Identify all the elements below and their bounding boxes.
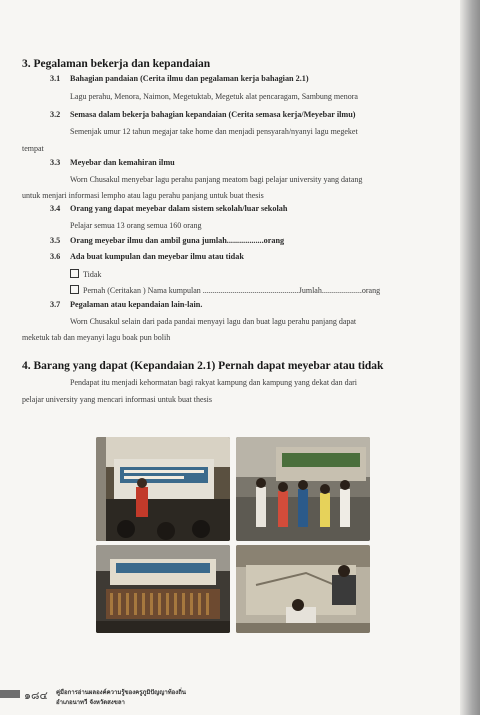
section4-heading: 4. Barang yang dapat (Kepandaian 2.1) Pernah dapat meyebar atau tidak	[22, 360, 384, 372]
item-3-4-number: 3.4	[50, 204, 61, 213]
page-edge-shadow	[460, 0, 480, 715]
option-tidak-label: Tidak	[83, 270, 102, 279]
item-3-3-title: Meyebar dan kemahiran ilmu	[70, 158, 175, 167]
option-pernah-label: Pernah (Ceritakan ) Nama kumpulan ................................................Jumlah....................orang	[83, 286, 381, 295]
checkbox-pernah[interactable]	[70, 285, 79, 294]
item-3-2-text-cont: tempat	[22, 144, 44, 153]
item-3-3-number: 3.3	[50, 158, 61, 167]
item-3-3-text: Worn Chusakul menyebar lagu perahu panjang meatom bagi pelajar university yang datang	[70, 175, 363, 184]
item-3-5-number: 3.5	[50, 236, 61, 245]
photo-performance-stage	[96, 437, 230, 541]
item-3-3-text-cont: untuk menjari informasi lempho atau lagu perahu panjang untuk buat thesis	[22, 191, 264, 200]
item-3-7-number: 3.7	[50, 300, 61, 309]
section4-text: Pendapat itu menjadi kehormatan bagi rakyat kampung dan kampung yang dekat dan dari	[70, 378, 358, 387]
section3-heading: 3. Pegalaman bekerja dan kepandaian	[22, 58, 211, 70]
photo-group-audience	[236, 437, 370, 541]
option-pernah	[70, 285, 380, 295]
footer-line-2: อำเภอนาทวี จังหวัดสงขลา	[56, 699, 125, 706]
footer-bar	[0, 690, 20, 698]
checkbox-tidak[interactable]	[70, 269, 79, 278]
item-3-7-text: Worn Chusakul selain dari pada pandai menyayi lagu dan buat lagu perahu panjang dapat	[70, 317, 357, 326]
item-3-5-title: Orang meyebar ilmu dan ambil guna jumlah..................orang	[70, 236, 285, 245]
page-number: ๑๘๔	[24, 689, 48, 702]
item-3-1-number: 3.1	[50, 74, 61, 83]
section4-text-cont: pelajar university yang mencari informasi untuk buat thesis	[22, 395, 212, 404]
footer-line-1: คู่มือการอ่านผลองค์ความรู้ของครูภูมิปัญญาท้องถิ่น	[56, 689, 186, 696]
item-3-2-title: Semasa dalam bekerja bahagian kepandaian (Cerita semasa kerja/Meyebar ilmu)	[70, 110, 356, 119]
photo-seated-musicians	[236, 545, 370, 633]
photo-instrument-display	[96, 545, 230, 633]
item-3-7-text-cont: meketuk tab dan meyanyi lagu boak pun bolih	[22, 333, 171, 342]
item-3-7-title: Pegalaman atau kepandaian lain-lain.	[70, 300, 203, 309]
item-3-6-title: Ada buat kumpulan dan meyebar ilmu atau tidak	[70, 252, 244, 261]
item-3-2-number: 3.2	[50, 110, 61, 119]
item-3-4-text: Pelajar semua 13 orang semua 160 orang	[70, 221, 202, 230]
option-tidak	[70, 269, 101, 279]
item-3-6-number: 3.6	[50, 252, 61, 261]
item-3-4-title: Orang yang dapat meyebar dalam sistem sekolah/luar sekolah	[70, 204, 288, 213]
item-3-2-text: Semenjak umur 12 tahun megajar take home dan menjadi pensyarah/nyanyi lagu megeket	[70, 127, 358, 136]
item-3-1-text: Lagu perahu, Menora, Naimon, Megetuktab, Megetuk alat pencaragam, Sambung menora	[70, 92, 358, 101]
item-3-1-title: Bahagian pandaian (Cerita ilmu dan pegalaman kerja bahagian 2.1)	[70, 74, 309, 83]
